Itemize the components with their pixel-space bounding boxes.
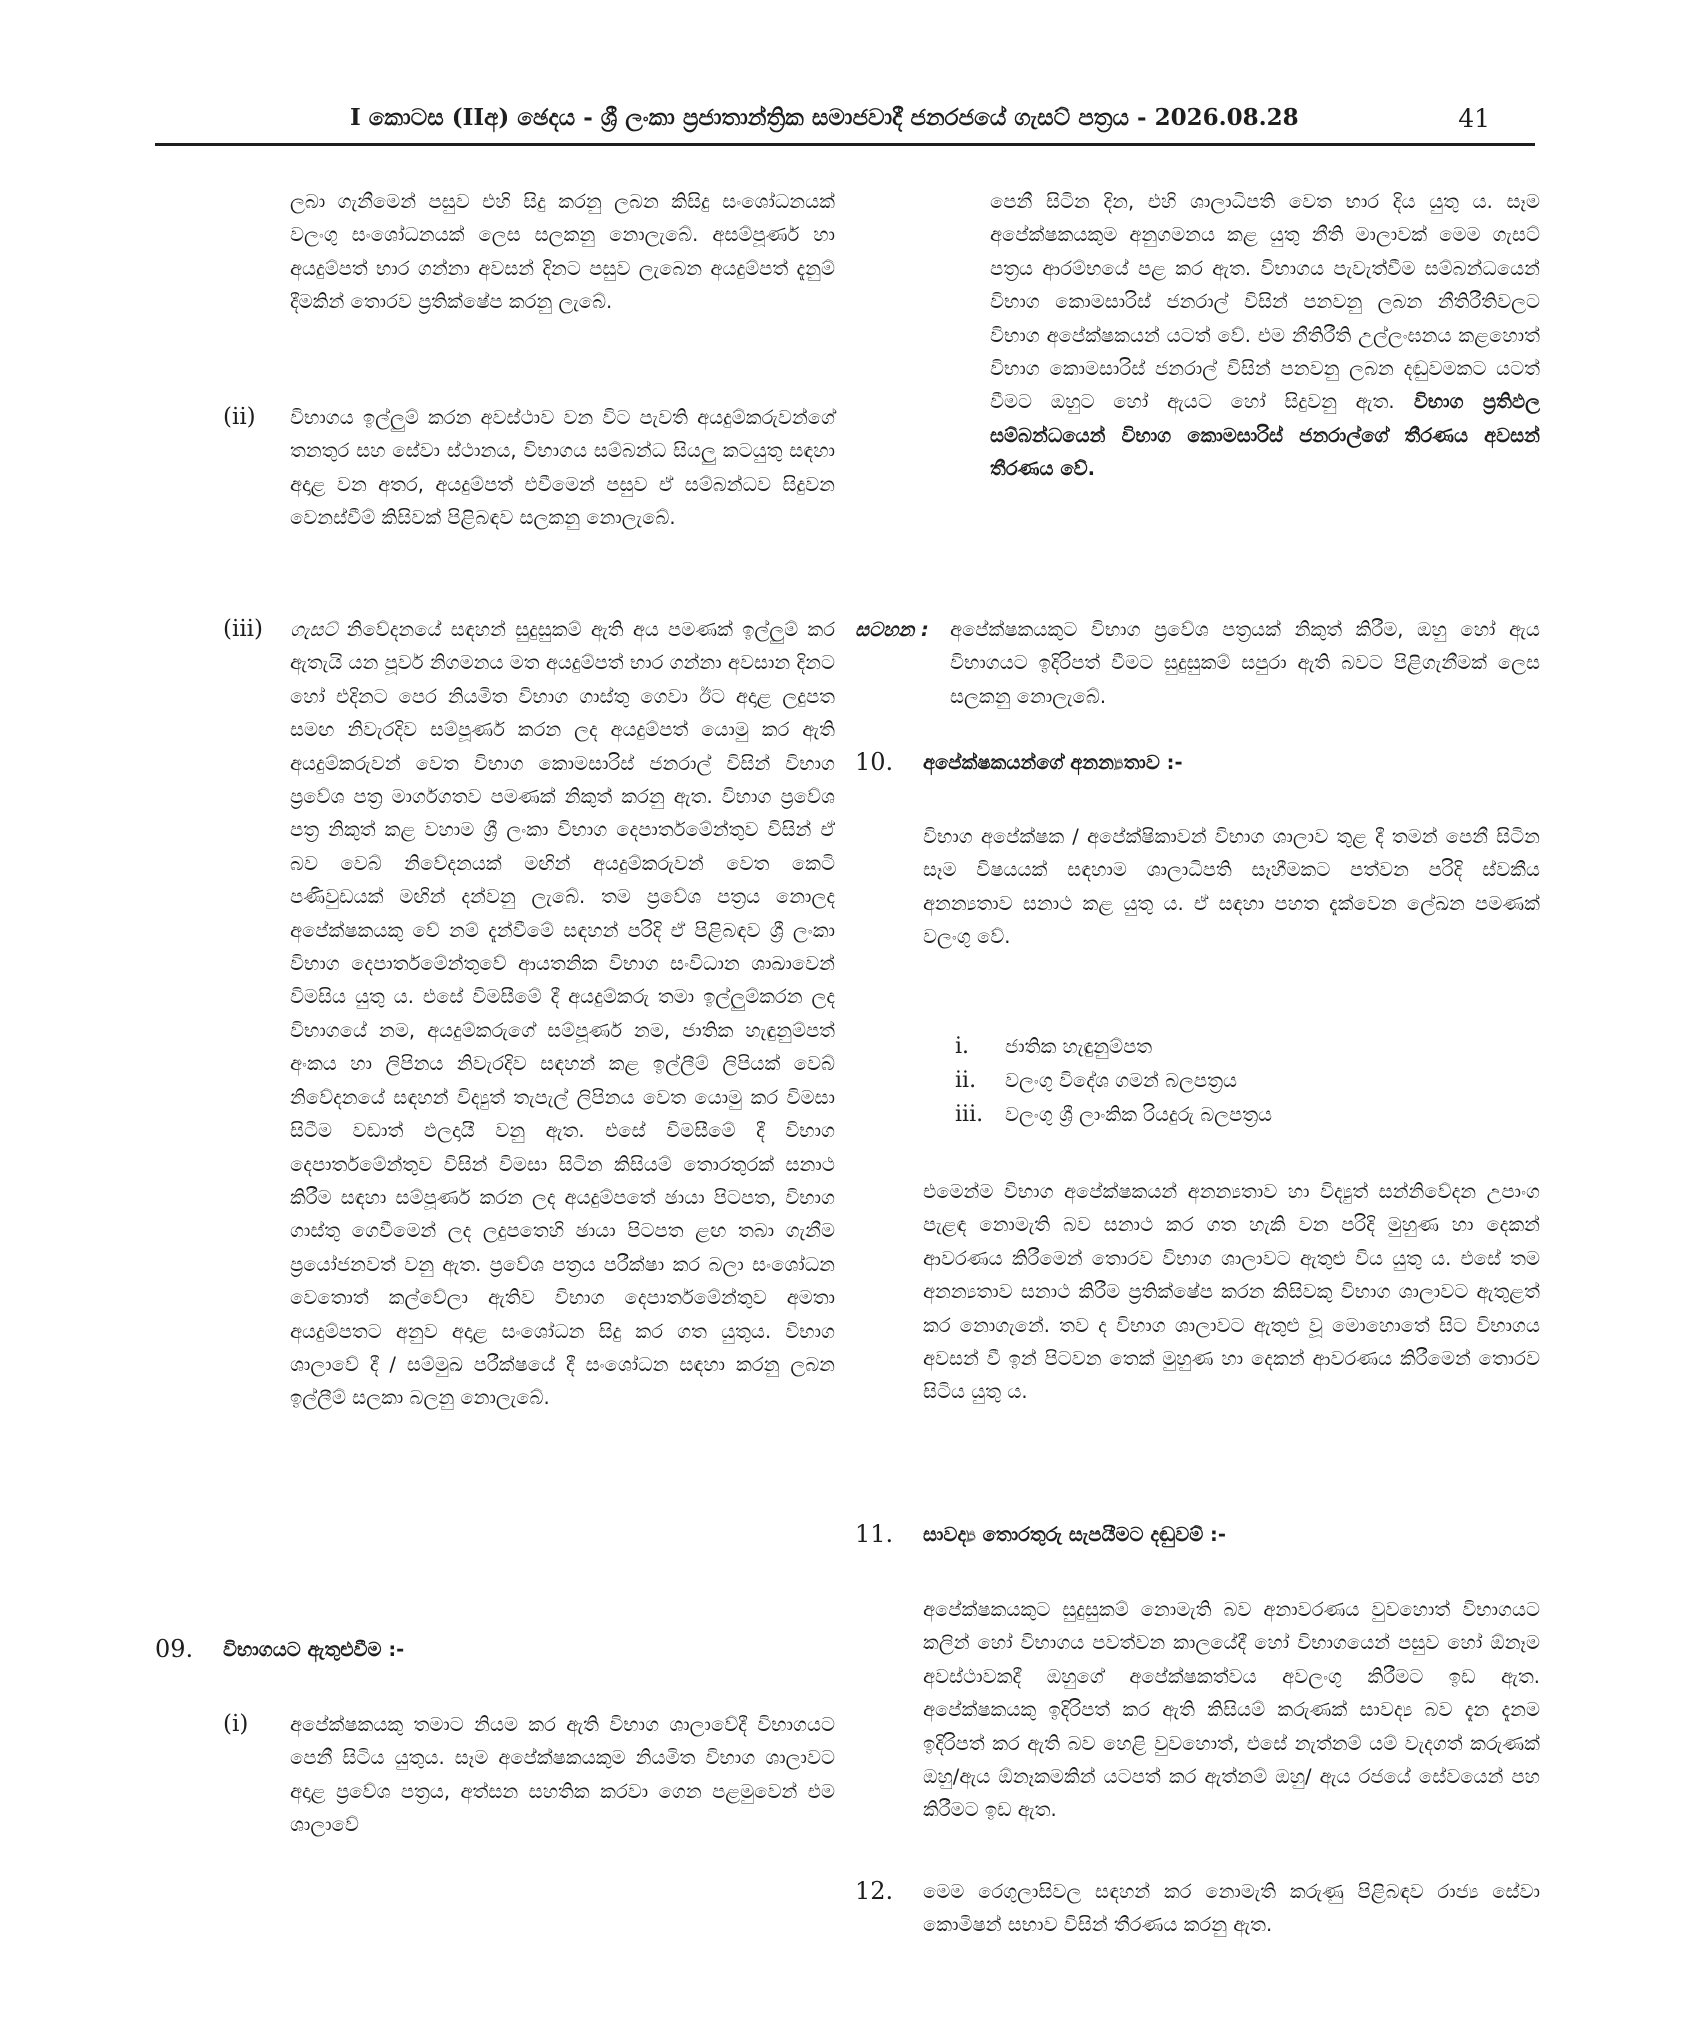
paragraph-text <box>990 185 1540 486</box>
section-12-number: 12. <box>855 1877 894 1905</box>
item-iii-label: (iii) <box>223 616 264 642</box>
page-number: 41 <box>1458 104 1490 133</box>
list-item-number: i. <box>955 1034 970 1059</box>
item-ii-label: (ii) <box>223 404 256 430</box>
paragraph-text: අපේක්ෂකයකුට සුදුසුකම් නොමැති බව අනාවරණය වුවහොත් විභාගයට කලින් හෝ විභාගය පවත්වන කාලයේදී හෝ විභාගයෙන් පසුව හෝ ඕනෑම අවස්ථාවකදී ඔහුගේ අපේක්ෂකත්වය අවලංගු කිරීමට ඉඩ ඇත. අපේක්ෂකයකු ඉදිරිපත් කර ඇති කිසියම් කරුණක් සාවද්‍ය බව දැන දැනම ඉදිරිපත් කර ඇති බව හෙළි වුවහොත්, එසේ නැත්නම් යම් වැදගත් කරුණක් ඔහු/ඇය ඕනෑකමකින් යටපත් කර ඇත්නම් ඔහු/ ඇය රජයේ සේවයෙන් පහ කිරීමට ඉඩ ඇත. <box>923 1598 1540 1822</box>
paragraph-text: එමෙන්ම විභාග අපේක්ෂකයන් අනන්‍යතාව හා විද්‍යුත් සන්නිවේදන උපාංග පැළඳ නොමැති බව සනාථ කර ගත හැකි වන පරිදි මුහුණ හා දෙකන් ආවරණය කිරීමෙන් තොරව විභාග ශාලාවට ඇතුළු විය යුතු ය. එසේ තම අනන්‍යතාව සනාථ කිරීම ප්‍රතික්ෂේප කරන කිසිවකු විභාග ශාලාවට ඇතුළත් කර නොගැනේ. තව ද විභාග ශාලාවට ඇතුළු වූ මොහොතේ සිට විභාගය අවසන් වී ඉන් පිටවන තෙක් මුහුණ හා දෙකන් ආවරණය කිරීමෙන් තොරව සිටිය යුතු ය. <box>923 1180 1540 1404</box>
note-paragraph <box>950 613 1540 713</box>
right-continuation-paragraph <box>990 185 1540 486</box>
left-continuation-paragraph <box>290 185 835 319</box>
paragraph-text: අපේක්ෂකයකුට විභාග ප්‍රවේශ පත්‍රයක් නිකුත් කිරීම, ඔහු හෝ ඇය විභාගයට ඉදිරිපත් වීමට සුදුසුකම් සපුරා ඇති බවට පිළිගැනීමක් ලෙස සලකනු නොලැබේ. <box>950 618 1540 708</box>
paragraph-bold-tail: විභාග ප්‍රතිඵල සම්බන්ධයෙන් විභාග කොමසාරිස් ජනරාල්ගේ තීරණය අවසන් තීරණය වේ. <box>990 390 1540 481</box>
paragraph-body: පෙනී සිටින දින, එහි ශාලාධිපති වෙත භාර දිය යුතු ය. සෑම අපේක්ෂකයකුම අනුගමනය කළ යුතු නීති මාලාවක් මෙම ගැසට් පත්‍රය ආරම්භයේ පළ කර ඇත. විභාගය පැවැත්වීම සම්බන්ධයෙන් විභාග කොමසාරිස් ජනරාල් විසින් පනවනු ලබන නීතිරීතිවලට විභාග අපේක්ෂකයන් යටත් වේ. එම නීතිරීති උල්ලංඝනය කළහොත් විභාග කොමසාරිස් ජනරාල් විසින් පනවනු ලබන දඬුවමකට යටත් වීමට ඔහුට හෝ ඇයට හෝ සිදුවනු ඇත. <box>990 190 1540 414</box>
italic-lead: ගැසට් <box>290 618 338 641</box>
section-10-number: 10. <box>855 748 894 776</box>
item-iii-paragraph <box>290 613 835 1415</box>
item-ii-paragraph <box>290 401 835 535</box>
paragraph-text: විභාග අපේක්ෂක / අපේක්ෂිකාවන් විභාග ශාලාව තුළ දී තමන් පෙනී සිටින සෑම විෂයයක් සඳහාම ශාලාධිපති සෑහීමකට පත්වන පරිදි ස්වකීය අනන්‍යතාව සනාථ කළ යුතු ය. ඒ සඳහා පහත දැක්වෙන ලේඛන පමණක් වලංගු වේ. <box>923 825 1540 949</box>
list-item-number: ii. <box>955 1068 977 1093</box>
list-item-number: iii. <box>955 1102 984 1127</box>
section-11-paragraph <box>923 1593 1540 1827</box>
section-10-paragraph-2 <box>923 1175 1540 1409</box>
paragraph-text: මෙම රෙගුලාසිවල සඳහන් කර නොමැති කරුණු පිළිබඳව රාජ්‍ය සේවා කොමිෂන් සභාව විසින් තීරණය කරනු ඇත. <box>923 1880 1540 1937</box>
section-10-paragraph-1 <box>923 820 1540 954</box>
section-09-number: 09. <box>155 1635 194 1663</box>
page-header <box>155 100 1535 142</box>
paragraph-text: විභාගය ඉල්ලුම් කරන අවස්ථාව වන විට පැවති අයදුම්කරුවන්ගේ තනතුර සහ සේවා ස්ථානය, විභාගය සම්බන්ධ සියලු කටයුතු සඳහා අදාළ වන අතර, අයදුම්පත් එවීමෙන් පසුව ඒ සම්බන්ධව සිදුවන වෙනස්වීම් කිසිවක් පිළිබඳව සලකනු නොලැබේ. <box>290 406 835 530</box>
section-11-title: සාවද්‍ය තොරතුරු සැපයීමට දඬුවම් :- <box>923 1523 1226 1546</box>
item-i-paragraph <box>290 1708 835 1842</box>
list-item-text: ජාතික හැඳුනුම්පත <box>1005 1035 1153 1058</box>
item-i-label: (i) <box>223 1711 249 1737</box>
list-item-text: වලංගු විදේශ ගමන් බලපත්‍රය <box>1005 1069 1237 1092</box>
header-title: I කොටස (IIඅ) ඡෙදය - ශ්‍රී ලංකා ප්‍රජාතාන්ත්‍රික සමාජවාදී ජනරජයේ ගැසට් පත්‍රය - 2026.08.28 <box>350 104 1299 131</box>
note-label: සටහන : <box>855 618 929 641</box>
section-12-paragraph <box>923 1875 1540 1942</box>
paragraph-body: නිවේදනයේ සඳහන් සුදුසුකම් ඇති අය පමණක් ඉල්ලුම් කර ඇතැයි යන පූර්ව නිගමනය මත අයදුම්පත් භාර ගන්නා අවසාන දිනට හෝ එදිනට පෙර නියමිත විභාග ගාස්තු ගෙවා ඊට අදාළ ලදුපත සමඟ නිවැරදිව සම්පූර්ණ කරන ලද අයදුම්පත් යොමු කර ඇති අයදුම්කරුවන් වෙත විභාග කොමසාරිස් ජනරාල් විසින් විභාග ප්‍රවේශ පත්‍ර මාර්ගගතව පමණක් නිකුත් කරනු ඇත. විභාග ප්‍රවේශ පත්‍ර නිකුත් කළ වහාම ශ්‍රී ලංකා විභාග දෙපාර්තමේන්තුව විසින් ඒ බව වෙබ් නිවේදනයක් මඟින් අයදුම්කරුවන් වෙත කෙටි පණිවුඩයක් මඟින් දන්වනු ලැබේ. තම ප්‍රවේශ පත්‍රය නොලද අපේක්ෂකයකු වේ නම් දැන්වීමේ සඳහන් පරිදි ඒ පිළිබඳව ශ්‍රී ලංකා විභාග දෙපාර්තමේන්තුවේ ආයතනික විභාග සංවිධාන ශාඛාවෙන් විමසිය යුතු ය. එසේ විමසීමේ දී අයදුම්කරු තමා ඉල්ලුම්කරන ලද විභාගයේ නම, අයදුම්කරුගේ සම්පූර්ණ නම, ජාතික හැඳුනුම්පත් අංකය හා ලිපිනය නිවැරදිව සඳහන් කළ ඉල්ලීම් ලිපියක් වෙබ් නිවේදනයේ සඳහන් විද්‍යුත් තැපැල් ලිපිනය වෙත යොමු කර විමසා සිටීම වඩාත් ඵලදායී වනු ඇත. එසේ විමසීමේ දී විභාග දෙපාර්තමේන්තුව විසින් විමසා සිටින කිසියම් තොරතුරක් සනාථ කිරීම සඳහා සම්පූර්ණ කරන ලද අයදුම්පතේ ඡායා පිටපත, විභාග ගාස්තු ගෙවීමෙන් ලද ලදුපතෙහි ඡායා පිටපත ළඟ තබා ගැනීම ප්‍රයෝජනවත් වනු ඇත. ප්‍රවේශ පත්‍රය පරීක්ෂා කර බලා සංශෝධන වෙතොත් කල්වේලා ඇතිව විභාග දෙපාර්තමේන්තුව අමතා අයදුම්පතට අනුව අදාළ සංශෝධන සිදු කර ගත යුතුය. විභාග ශාලාවේ දී / සම්මුඛ පරීක්ෂයේ දී සංශෝධන සඳහා කරනු ලබන ඉල්ලීම් සලකා බලනු නොලැබේ. <box>290 618 835 1410</box>
paragraph-text <box>290 613 835 1415</box>
paragraph-text: ලබා ගැනීමෙන් පසුව එහි සිදු කරනු ලබන කිසිදු සංශෝධනයක් වලංගු සංශෝධනයක් ලෙස සලකනු නොලැබේ. අසම්පූර්ණ හා අයදුම්පත් භාර ගන්නා අවසන් දිනට පසුව ලැබෙන අයදුම්පත් දැනුම් දීමකින් තොරව ප්‍රතික්ෂේප කරනු ලැබේ. <box>290 190 835 314</box>
section-10-title: අපේක්ෂකයන්ගේ අනන්‍යතාව :- <box>923 751 1183 774</box>
header-rule <box>155 143 1535 146</box>
paragraph-text: අපේක්ෂකයකු තමාට නියම කර ඇති විභාග ශාලාවේදී විභාගයට පෙනී සිටිය යුතුය. සෑම අපේක්ෂකයකුම නියමිත විභාග ශාලාවට අදාළ ප්‍රවේශ පත්‍රය, අත්සන සහතික කරවා ගෙන පළමුවෙන් එම ශාලාවේ <box>290 1713 835 1837</box>
section-11-number: 11. <box>855 1520 894 1548</box>
section-09-title: විභාගයට ඇතුළුවීම :- <box>223 1638 405 1661</box>
list-item-text: වලංගු ශ්‍රී ලාංකික රියදුරු බලපත්‍රය <box>1005 1103 1273 1126</box>
